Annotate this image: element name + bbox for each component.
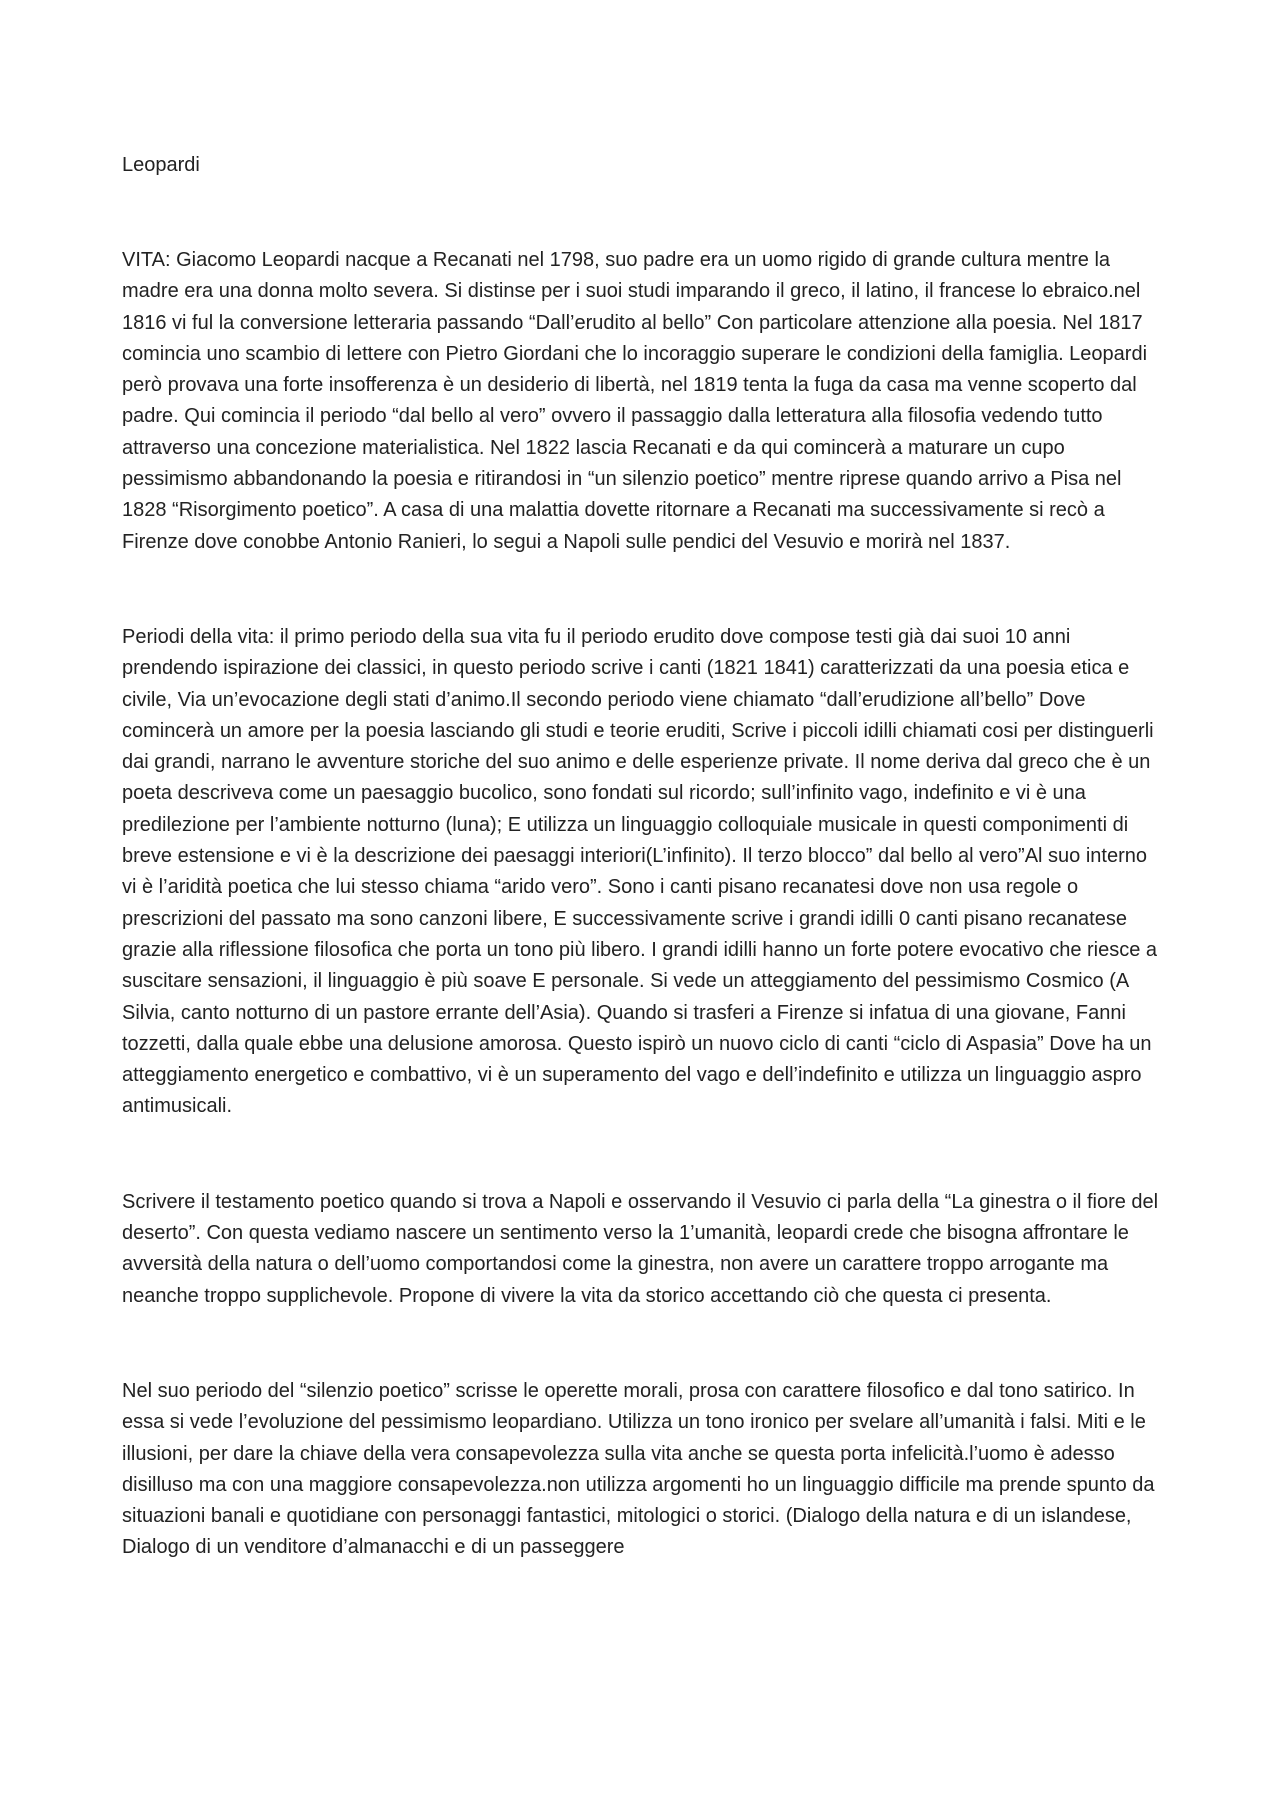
paragraph-operette-morali: Nel suo periodo del “silenzio poetico” scrisse le operette morali, prosa con carattere filosofico e dal tono satirico. In essa si vede l’evoluzione del pessimismo leopardiano. Utilizza un tono ironico per svelare all’umanità i falsi. Miti e le illusioni, per dare la chiave della vera consapevolezza sulla vita anche se questa porta infelicità.l’uomo è adesso disilluso ma con una maggiore consapevolezza.non utilizza argomenti ho un linguaggio difficile ma prende spunto da situazioni banali e quotidiane con personaggi fantastici, mitologici o storici. (Dialogo della natura e di un islandese, Dialogo di un venditore d’almanacchi e di un passeggere: [122, 1379, 1155, 1559]
paragraph-vita: VITA: Giacomo Leopardi nacque a Recanati nel 1798, suo padre era un uomo rigido di grande cultura mentre la madre era una donna molto severa. Si distinse per i suoi studi imparando il greco, il latino, il francese lo ebraico.nel 1816 vi ful la conversione letteraria passando “Dall’erudito al bello” Con particolare attenzione alla poesia. Nel 1817 comincia uno scambio di lettere con Pietro Giordani che lo incoraggio superare le condizioni della famiglia. Leopardi però provava una forte insofferenza è un desiderio di libertà, nel 1819 tenta la fuga da casa ma venne scoperto dal padre. Qui comincia il periodo “dal bello al vero” ovvero il passaggio dalla letteratura alla filosofia vedendo tutto attraverso una concezione materialistica. Nel 1822 lascia Recanati e da qui comincerà a maturare un cupo pessimismo abbandonando la poesia e ritirandosi in “un silenzio poetico” mentre riprese quando arrivo a Pisa nel 1828 “Risorgimento poetico”. A casa di una malattia dovette ritornare a Recanati ma successivamente si recò a Firenze dove conobbe Antonio Ranieri, lo segui a Napoli sulle pendici del Vesuvio e morirà nel 1837.: [122, 249, 1148, 553]
document-title: Leopardi: [122, 154, 200, 176]
paragraph-testamento-poetico: Scrivere il testamento poetico quando si trova a Napoli e osservando il Vesuvio ci parla della “La ginestra o il fiore del deserto”. Con questa vediamo nascere un sentimento verso la 1’umanità, leopardi crede che bisogna affrontare le avversità della natura o dell’uomo comportandosi come la ginestra, non avere un carattere troppo arrogante ma neanche troppo supplichevole. Propone di vivere la vita da storico accettando ciò che questa ci presenta.: [122, 1190, 1159, 1307]
document-body: [122, 150, 1162, 1564]
paragraph-periodi-della-vita: Periodi della vita: il primo periodo della sua vita fu il periodo erudito dove compose testi già dai suoi 10 anni prendendo ispirazione dei classici, in questo periodo scrive i canti (1821 1841) caratterizzati da una poesia etica e civile, Via un’evocazione degli stati d’animo.Il secondo periodo viene chiamato “dall’erudizione all’bello” Dove comincerà un amore per la poesia lasciando gli studi e teorie eruditi, Scrive i piccoli idilli chiamati cosi per distinguerli dai grandi, narrano le avventure storiche del suo animo e delle esperienze private. Il nome deriva dal greco che è un poeta descriveva come un paesaggio bucolico, sono fondati sul ricordo; sull’infinito vago, indefinito e vi è una predilezione per l’ambiente notturno (luna); E utilizza un linguaggio colloquiale musicale in questi componimenti di breve estensione e vi è la descrizione dei paesaggi interiori(L’infinito). Il terzo blocco” dal bello al vero”Al suo interno vi è l’aridità poetica che lui stesso chiama “arido vero”. Sono i canti pisano recanatesi dove non usa regole o prescrizioni del passato ma sono canzoni libere, E successivamente scrive i grandi idilli 0 canti pisano recanatese grazie alla riflessione filosofica che porta un tono più libero. I grandi idilli hanno un forte potere evocativo che riesce a suscitare sensazioni, il linguaggio è più soave E personale. Si vede un atteggiamento del pessimismo Cosmico (A Silvia, canto notturno di un pastore errante dell’Asia). Quando si trasferi a Firenze si infatua di una giovane, Fanni tozzetti, dalla quale ebbe una delusione amorosa. Questo ispirò un nuovo ciclo di canti “ciclo di Aspasia” Dove ha un atteggiamento energetico e combattivo, vi è un superamento del vago e dell’indefinito e utilizza un linguaggio aspro antimusicali.: [122, 625, 1158, 1118]
